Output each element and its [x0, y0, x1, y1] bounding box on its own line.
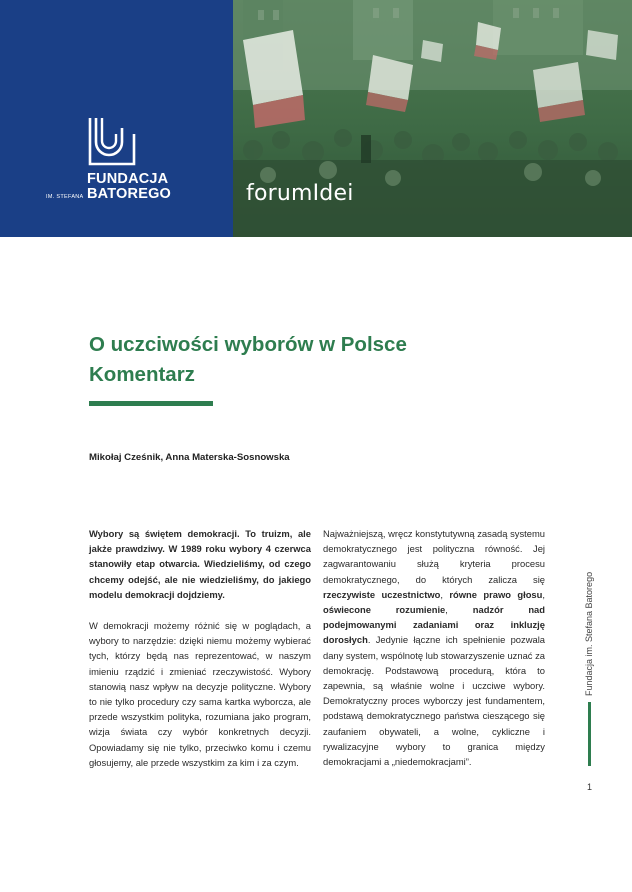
right-column	[323, 526, 545, 769]
bold-term: oświecone rozumienie	[323, 604, 446, 616]
left-column	[89, 526, 311, 770]
foundation-logo-icon	[87, 116, 137, 168]
text-segment: ,	[542, 588, 545, 600]
logo-prefix: IM. STEFANA	[46, 194, 84, 200]
sidebar-rule	[588, 702, 591, 766]
body-paragraph: W demokracji możemy różnić się w poglądach, a wybory to narzędzie: dzięki niemu możemy wybierać tych, którzy będą nas reprezentować, w naszym imieniu rządzić i zmieniać rzeczywistość. Wybory stanowią nasz wpływ na decyzje polityczne. Wybory to nie tylko procedury czy sama kartka wyborcza, ale przede wszystkim polityka, rozumiana jako program, wizja świata czy wybór konkretnych decyzji. Opowiadamy się nie tylko, przeciwko komu i czemu głosujemy, ale przede wszystkim za kim i za czym.	[89, 620, 311, 768]
bold-term: równe prawo głosu	[449, 588, 543, 600]
right-paragraph	[323, 526, 545, 769]
series-label: forumIdei	[246, 181, 354, 206]
bold-term: nadzór nad podejmowanymi zadaniami oraz inkluzję dorosłych	[323, 604, 545, 646]
logo-line2: BATOREGO	[87, 186, 172, 202]
page-title	[89, 330, 407, 390]
bold-term: rzeczywiste uczestnictwo	[323, 588, 441, 600]
page-number: 1	[587, 782, 593, 792]
logo-wordmark	[87, 172, 171, 202]
authors: Mikołaj Cześnik, Anna Materska-Sosnowska	[89, 452, 290, 463]
text-segment: ,	[445, 604, 473, 616]
text-segment: ,	[440, 588, 450, 600]
logo-line1: FUNDACJA	[87, 171, 169, 187]
logo-panel	[0, 0, 233, 237]
header-banner	[0, 0, 632, 237]
title-line-1: O uczciwości wyborów w Polsce	[89, 333, 407, 356]
text-segment: . Jedynie łączne ich spełnienie pozwala dany system, wspólnotę lub stowarzyszenie uznać za demokrację. Podstawową procedurą, która to zapewnia, są właśnie wolne i uczciwe wybory. Demokratyczny proces wyborczy jest fundamentem, podstawą demokratycznego państwa cieszącego się zaufaniem obywateli, a wolne, cykliczne i rywalizacyjne wybory to granica między demokracjami a „niedemokracjami”.	[323, 634, 545, 768]
lead-paragraph: Wybory są świętem demokracji. To truizm, ale jakże prawdziwy. W 1989 roku wybory 4 czerwca stanowiły etap otwarcia. Wiedzieliśmy, od czego chcemy odejść, ale nie wiedzieliśmy, do jakiego modelu demokracji dojdziemy.	[89, 528, 311, 600]
title-underline	[89, 401, 213, 406]
title-line-2: Komentarz	[89, 363, 195, 386]
text-segment: Najważniejszą, wręcz konstytutywną zasadą systemu demokratycznego jest polityczna równość. Jej zagwarantowaniu służą kryteria procesu demokratycznego, do których zalicza się	[323, 528, 545, 585]
sidebar-label: Fundacja im. Stefana Batorego	[584, 571, 594, 696]
